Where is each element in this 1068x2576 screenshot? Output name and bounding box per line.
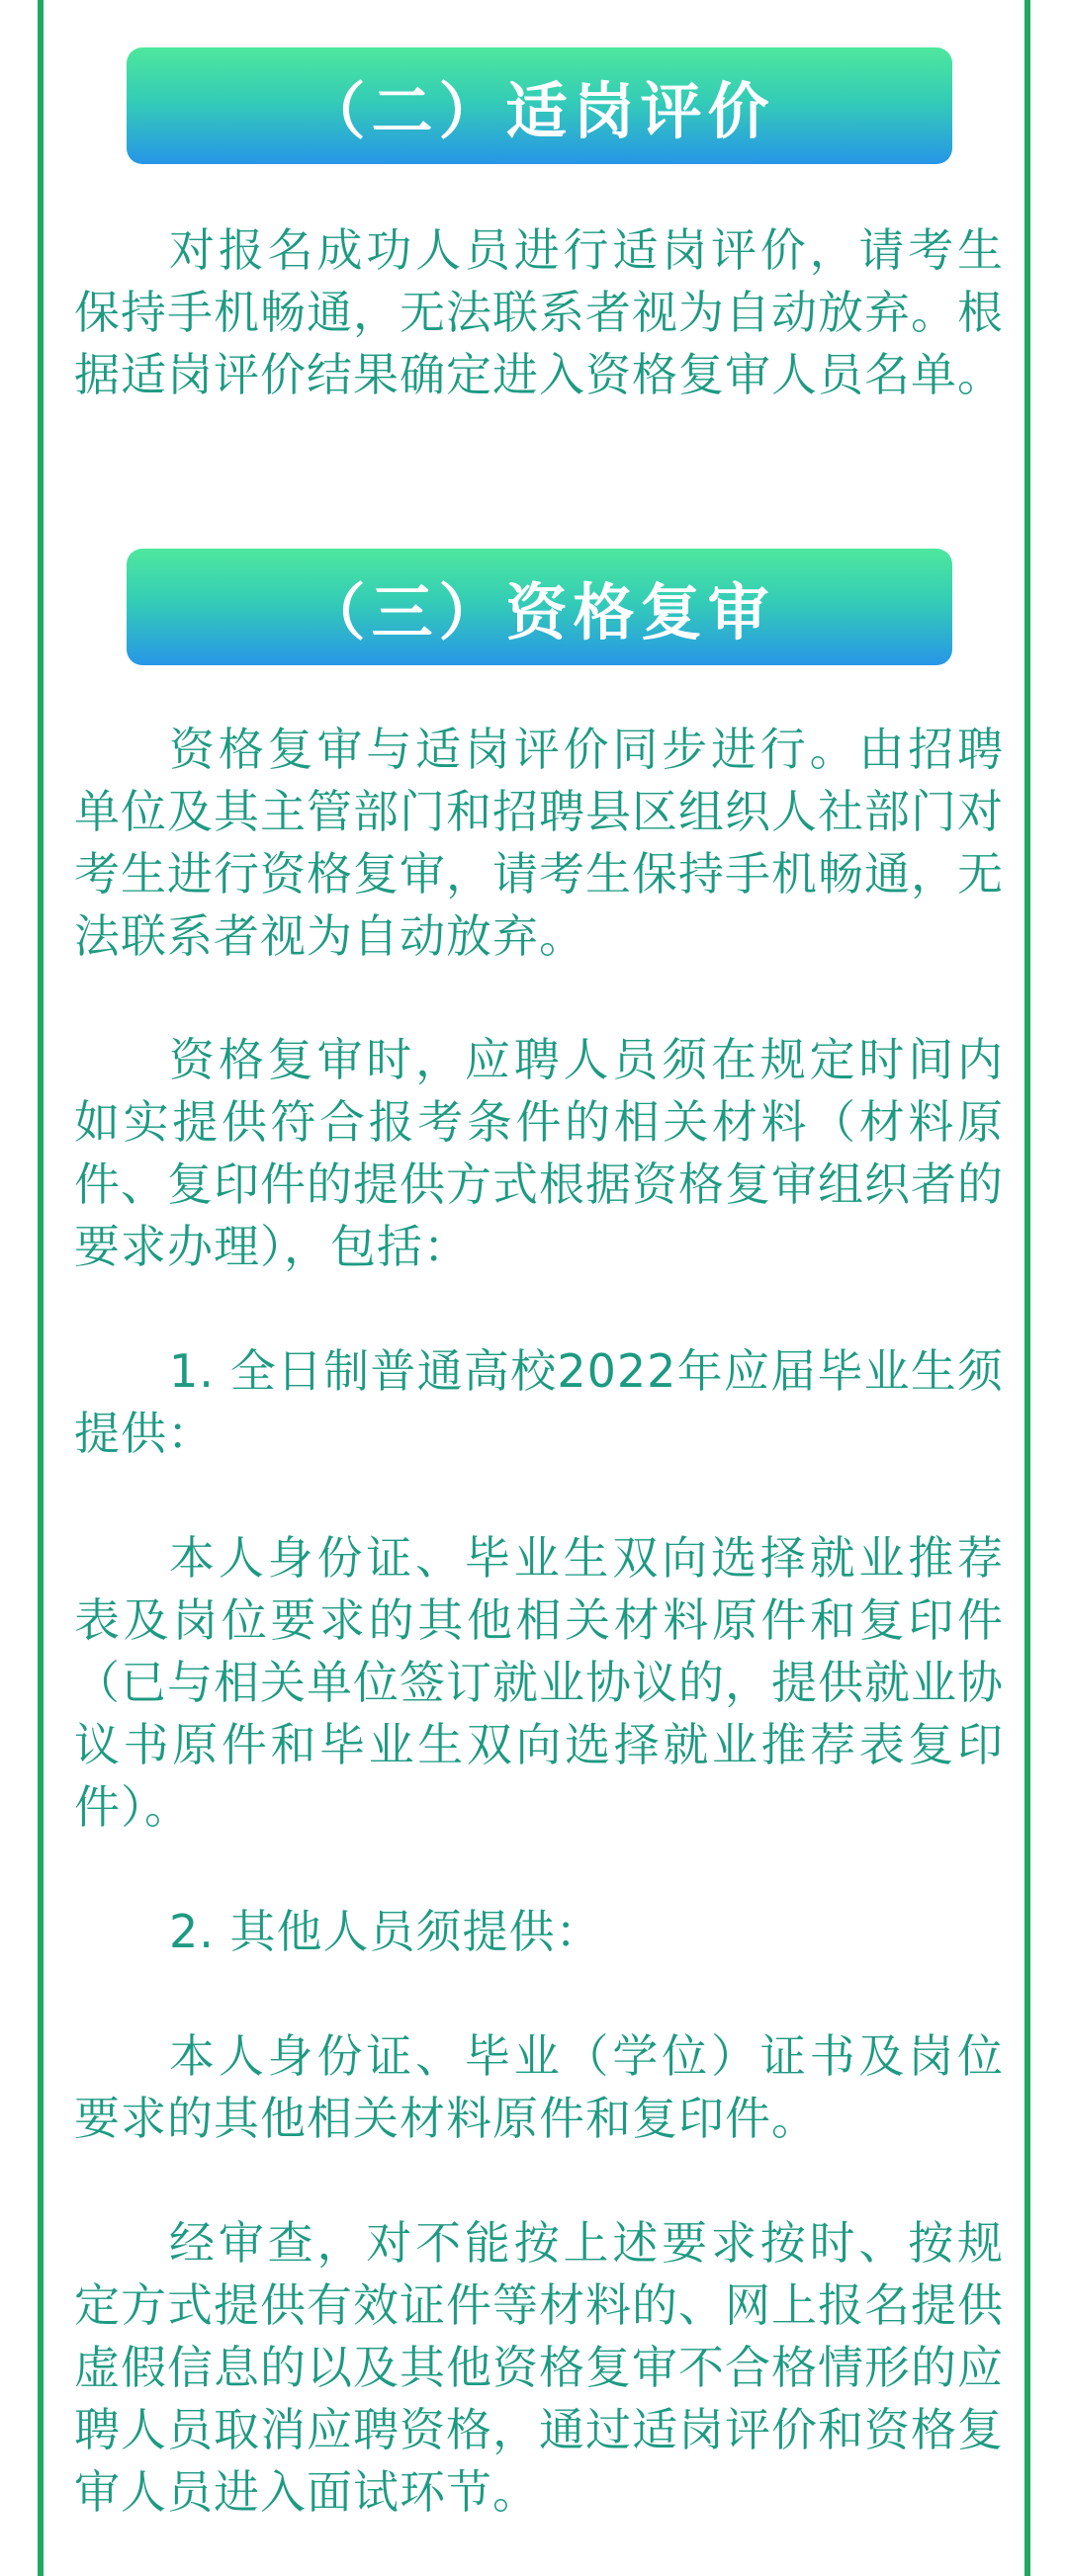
paragraph-review-materials: 资格复审时，应聘人员须在规定时间内如实提供符合报考条件的相关材料（材料原件、复印件的提供方式根据资格复审组织者的要求办理），包括：: [74, 1033, 1004, 1273]
paragraph-evaluation-intro: 对报名成功人员进行适岗评价，请考生保持手机畅通，无法联系者视为自动放弃。根据适岗评价结果确定进入资格复审人员名单。: [74, 223, 1004, 401]
section-header-qualification-evaluation: [127, 47, 952, 164]
paragraph-graduates-heading: 1. 全日制普通高校2022年应届毕业生须提供：: [74, 1344, 1004, 1460]
paragraph-review-intro: 资格复审与适岗评价同步进行。由招聘单位及其主管部门和招聘县区组织人社部门对考生进行资格复审，请考生保持手机畅通，无法联系者视为自动放弃。: [74, 723, 1004, 963]
paragraph-others-materials: 本人身份证、毕业（学位）证书及岗位要求的其他相关材料原件和复印件。: [74, 2029, 1004, 2145]
frame-right-border: [1024, 0, 1030, 2576]
section-title: （三）资格复审: [304, 575, 775, 648]
paragraph-review-conclusion: 经审查，对不能按上述要求按时、按规定方式提供有效证件等材料的、网上报名提供虚假信息的以及其他资格复审不合格情形的应聘人员取消应聘资格，通过适岗评价和资格复审人员进入面试环节。: [74, 2216, 1004, 2519]
section-title: （二）适岗评价: [304, 74, 775, 147]
paragraph-others-heading: 2. 其他人员须提供：: [169, 1905, 602, 1958]
section-header-qualification-review: [127, 549, 952, 665]
frame-left-border: [38, 0, 44, 2576]
paragraph-graduates-materials: 本人身份证、毕业生双向选择就业推荐表及岗位要求的其他相关材料原件和复印件（已与相关单位签订就业协议的，提供就业协议书原件和毕业生双向选择就业推荐表复印件）。: [74, 1531, 1004, 1834]
